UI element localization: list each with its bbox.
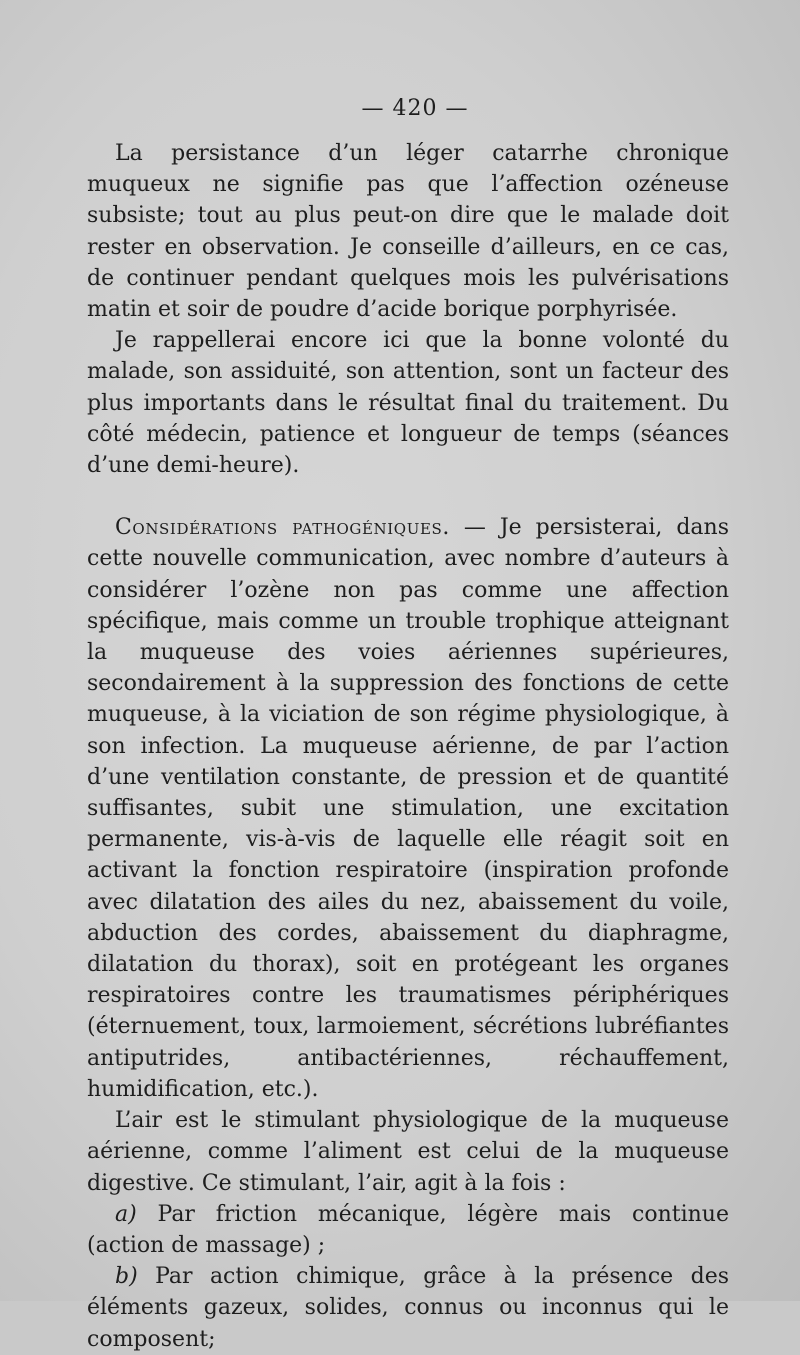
section-heading: Considérations pathogéniques. [115,515,450,541]
body-text [87,138,729,1355]
section-body: — Je persisterai, dans cette nouvelle communication, avec nombre d’auteurs à considérer l’ozène non pas comme une affection spécifique, mais comme un trouble trophique atteignant la muqueuse des voies aériennes supérieures, secondairement à la suppression des fonctions de cette muqueuse, à la viciation de son régime physiologique, à son infection. La muqueuse aérienne, de par l’action d’une ventilation constante, de pression et de quantité suffisantes, subit une stimulation, une excitation permanente, vis-à-vis de laquelle elle réagit soit en activant la fonction respiratoire (inspiration profonde avec dilatation des ailes du nez, abaissement du voile, abduction des cordes, abaissement du diaphragme, dilatation du thorax), soit en protégeant les organes respiratoires contre les traumatismes périphériques (éternuement, toux, larmoiement, sécrétions lubréfiantes antiputrides, antibactériennes, réchauffement, humidification, etc.). [87,515,729,1102]
item-b-text: Par action chimique, grâce à la présence des éléments gazeux, solides, connus ou inconnus qui le composent; [87,1264,729,1352]
list-item-a [87,1199,729,1261]
paragraph-air-stimulant: L’air est le stimulant physiologique de la muqueuse aérienne, comme l’aliment est celui de la muqueuse digestive. Ce stimulant, l’air, agit à la fois : [87,1108,729,1196]
item-a-label: a) [115,1201,137,1227]
paragraph-volonte: Je rappellerai encore ici que la bonne volonté du malade, son assiduité, son attention, sont un facteur des plus importants dans le résultat final du traitement. Du côté médecin, patience et longueur de temps (séances d’une demi-heure). [87,328,729,479]
paragraph-persistance: La persistance d’un léger catarrhe chronique muqueux ne signifie pas que l’affection ozéneuse subsiste; tout au plus peut-on dire que le malade doit rester en observation. Je conseille d’ailleurs, en ce cas, de continuer pendant quelques mois les pulvérisations matin et soir de poudre d’acide borique porphyrisée. [87,141,729,323]
item-a-text: Par friction mécanique, légère mais continue (action de massage) ; [87,1201,729,1258]
paragraph-considerations [87,512,729,1105]
page-number: — 420 — [361,96,469,121]
list-item-b [87,1261,729,1355]
item-b-label: b) [115,1264,138,1290]
